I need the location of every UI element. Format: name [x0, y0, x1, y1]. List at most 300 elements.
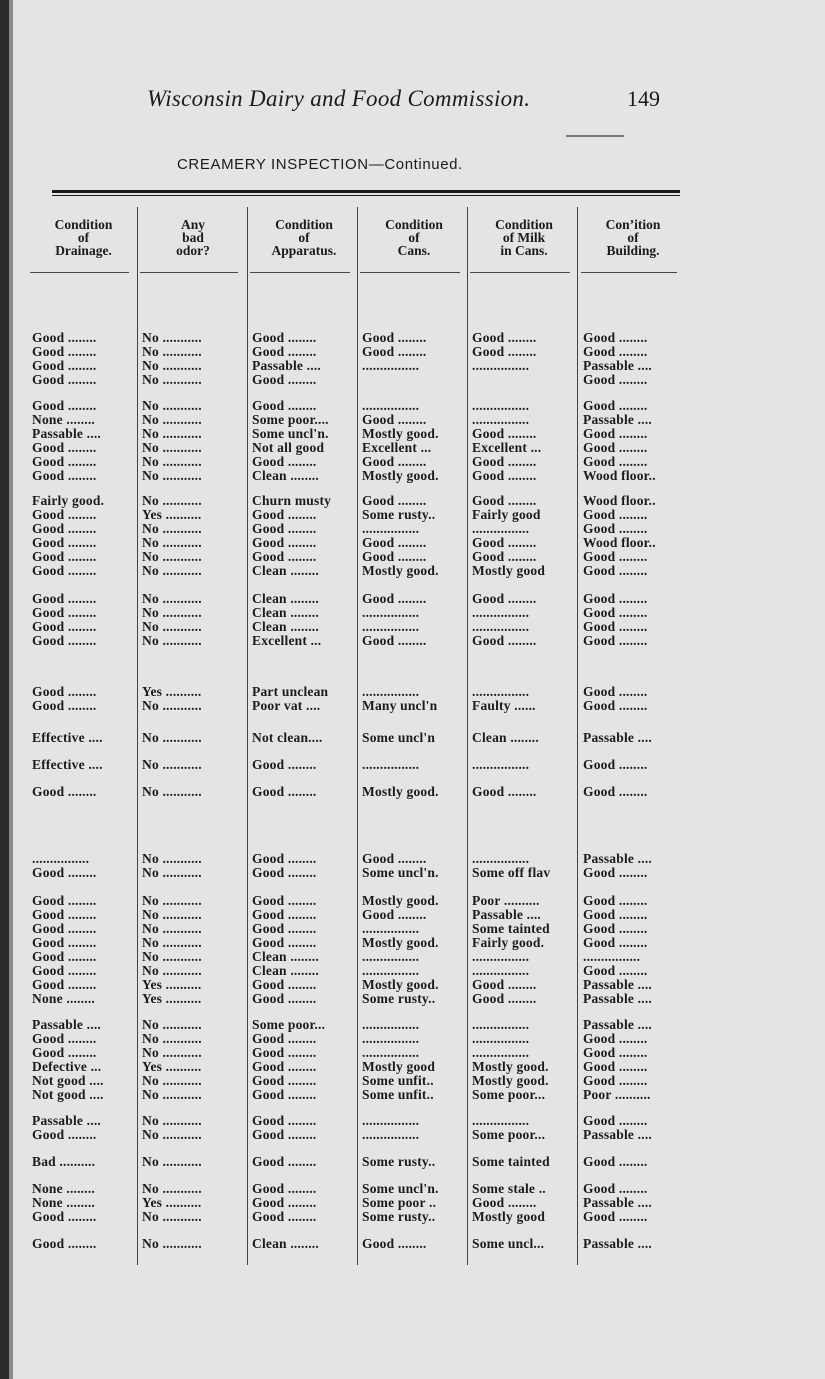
table-cell-building: Good ........	[583, 330, 648, 345]
table-cell-building: Passable ....	[583, 977, 652, 992]
table-cell-milk: Good ........	[472, 991, 537, 1006]
table-cell-drainage: Defective ...	[32, 1059, 102, 1074]
table-cell-cans: Mostly good.	[362, 784, 439, 799]
table-cell-drainage: Good ........	[32, 1127, 97, 1142]
column-rule	[137, 207, 138, 1265]
table-cell-milk: ................	[472, 358, 530, 373]
table-cell-drainage: Good ........	[32, 372, 97, 387]
table-cell-milk: Mostly good.	[472, 1073, 549, 1088]
column-rule	[577, 207, 578, 1265]
table-cell-apparatus: Good ........	[252, 521, 317, 536]
table-cell-milk: ................	[472, 398, 530, 413]
table-cell-milk: Good ........	[472, 549, 537, 564]
table-cell-cans: ................	[362, 605, 420, 620]
table-cell-milk: Some tainted	[472, 1154, 550, 1169]
table-cell-building: ................	[583, 949, 641, 964]
table-cell-odor: No ...........	[142, 907, 202, 922]
table-cell-apparatus: Passable ....	[252, 358, 321, 373]
header-underline	[360, 272, 460, 273]
table-cell-drainage: Good ........	[32, 684, 97, 699]
table-cell-apparatus: Clean ........	[252, 949, 319, 964]
page-binding-shadow	[9, 0, 13, 1379]
table-cell-cans: Good ........	[362, 591, 427, 606]
table-cell-cans: Good ........	[362, 851, 427, 866]
table-cell-apparatus: Not clean....	[252, 730, 323, 745]
table-top-rule	[52, 190, 680, 193]
table-cell-apparatus: Good ........	[252, 865, 317, 880]
column-header-milk	[472, 218, 576, 257]
table-cell-milk: ................	[472, 605, 530, 620]
table-cell-apparatus: Not all good	[252, 440, 325, 455]
table-cell-drainage: Good ........	[32, 784, 97, 799]
table-cell-odor: No ...........	[142, 454, 202, 469]
table-cell-odor: Yes ..........	[142, 977, 202, 992]
table-cell-cans: ................	[362, 358, 420, 373]
table-cell-drainage: Good ........	[32, 398, 97, 413]
table-cell-odor: No ...........	[142, 619, 202, 634]
table-cell-building: Good ........	[583, 757, 648, 772]
table-cell-cans: Good ........	[362, 454, 427, 469]
table-cell-cans: Excellent ...	[362, 440, 432, 455]
table-cell-building: Good ........	[583, 921, 648, 936]
table-cell-building: Passable ....	[583, 730, 652, 745]
table-cell-cans: Some rusty..	[362, 507, 436, 522]
table-cell-drainage: Good ........	[32, 535, 97, 550]
table-cell-apparatus: Good ........	[252, 935, 317, 950]
table-cell-milk: Passable ....	[472, 907, 541, 922]
table-cell-milk: Some off flav	[472, 865, 551, 880]
table-cell-building: Good ........	[583, 907, 648, 922]
column-header-line: Con’ition	[605, 217, 661, 232]
table-cell-apparatus: Good ........	[252, 398, 317, 413]
table-cell-building: Passable ....	[583, 1127, 652, 1142]
column-header-line: Cans.	[397, 243, 431, 258]
table-cell-odor: No ...........	[142, 330, 202, 345]
column-header-line: odor?	[176, 243, 210, 258]
column-header-line: of Milk	[502, 230, 546, 245]
table-cell-drainage: Good ........	[32, 507, 97, 522]
table-cell-drainage: Good ........	[32, 1209, 97, 1224]
table-cell-cans: Good ........	[362, 412, 427, 427]
table-cell-milk: Good ........	[472, 344, 537, 359]
table-cell-building: Good ........	[583, 698, 648, 713]
table-cell-milk: Good ........	[472, 591, 537, 606]
table-cell-building: Good ........	[583, 935, 648, 950]
running-head: Wisconsin Dairy and Food Commission.	[147, 86, 531, 111]
table-cell-drainage: Good ........	[32, 330, 97, 345]
table-cell-building: Good ........	[583, 344, 648, 359]
table-cell-milk: Good ........	[472, 1195, 537, 1210]
table-cell-building: Wood floor..	[583, 468, 656, 483]
table-top-rule-thin	[52, 195, 680, 196]
table-cell-drainage: Good ........	[32, 698, 97, 713]
table-cell-apparatus: Excellent ...	[252, 633, 322, 648]
table-cell-building: Good ........	[583, 684, 648, 699]
table-cell-cans: Some rusty..	[362, 991, 436, 1006]
table-cell-odor: No ...........	[142, 698, 202, 713]
table-cell-drainage: Fairly good.	[32, 493, 105, 508]
table-cell-milk: Good ........	[472, 535, 537, 550]
table-cell-apparatus: Poor vat ....	[252, 698, 321, 713]
table-cell-drainage: Not good ....	[32, 1073, 104, 1088]
table-cell-drainage: Good ........	[32, 949, 97, 964]
table-cell-milk: Fairly good.	[472, 935, 545, 950]
column-header-odor	[142, 218, 244, 257]
table-cell-drainage: Good ........	[32, 907, 97, 922]
table-cell-odor: No ...........	[142, 1236, 202, 1251]
table-cell-odor: Yes ..........	[142, 1195, 202, 1210]
table-cell-odor: Yes ..........	[142, 991, 202, 1006]
table-cell-odor: No ...........	[142, 1073, 202, 1088]
table-cell-building: Good ........	[583, 1181, 648, 1196]
table-cell-building: Good ........	[583, 1045, 648, 1060]
table-cell-apparatus: Part unclean	[252, 684, 329, 699]
table-cell-drainage: Good ........	[32, 591, 97, 606]
table-cell-cans: Good ........	[362, 1236, 427, 1251]
table-cell-drainage: None ........	[32, 991, 95, 1006]
table-cell-building: Good ........	[583, 372, 648, 387]
table-cell-apparatus: Some poor....	[252, 412, 329, 427]
table-cell-apparatus: Clean ........	[252, 591, 319, 606]
table-cell-milk: Clean ........	[472, 730, 539, 745]
table-cell-apparatus: Good ........	[252, 1154, 317, 1169]
table-cell-cans: ................	[362, 1045, 420, 1060]
table-cell-drainage: None ........	[32, 1181, 95, 1196]
table-cell-cans: Good ........	[362, 344, 427, 359]
table-cell-odor: No ...........	[142, 521, 202, 536]
table-cell-cans: ................	[362, 1031, 420, 1046]
column-rule	[357, 207, 358, 1265]
table-cell-apparatus: Good ........	[252, 372, 317, 387]
table-cell-odor: Yes ..........	[142, 1059, 202, 1074]
table-cell-building: Good ........	[583, 1059, 648, 1074]
table-cell-drainage: Good ........	[32, 921, 97, 936]
table-cell-odor: No ...........	[142, 1045, 202, 1060]
table-cell-odor: No ...........	[142, 921, 202, 936]
table-cell-odor: No ...........	[142, 440, 202, 455]
table-cell-building: Passable ....	[583, 1017, 652, 1032]
table-cell-cans: ................	[362, 1017, 420, 1032]
table-cell-odor: No ...........	[142, 493, 202, 508]
table-cell-building: Good ........	[583, 549, 648, 564]
table-cell-drainage: Effective ....	[32, 757, 103, 772]
table-cell-building: Good ........	[583, 454, 648, 469]
table-cell-building: Passable ....	[583, 1236, 652, 1251]
table-cell-apparatus: Clean ........	[252, 468, 319, 483]
table-cell-drainage: Good ........	[32, 865, 97, 880]
table-cell-drainage: None ........	[32, 412, 95, 427]
column-header-line: Condition	[275, 217, 333, 232]
column-header-line: in Cans.	[500, 243, 548, 258]
table-cell-odor: No ...........	[142, 358, 202, 373]
column-header-line: of	[298, 230, 310, 245]
table-cell-apparatus: Clean ........	[252, 605, 319, 620]
table-cell-drainage: Good ........	[32, 619, 97, 634]
table-cell-cans: Good ........	[362, 330, 427, 345]
table-cell-apparatus: Clean ........	[252, 963, 319, 978]
table-cell-odor: No ...........	[142, 893, 202, 908]
table-cell-drainage: Good ........	[32, 605, 97, 620]
table-cell-odor: No ...........	[142, 563, 202, 578]
table-cell-milk: ................	[472, 1045, 530, 1060]
table-cell-milk: Some stale ..	[472, 1181, 546, 1196]
table-cell-apparatus: Good ........	[252, 757, 317, 772]
table-cell-odor: No ...........	[142, 468, 202, 483]
table-cell-milk: Good ........	[472, 493, 537, 508]
table-cell-building: Good ........	[583, 1209, 648, 1224]
table-cell-cans: Some rusty..	[362, 1154, 436, 1169]
table-cell-milk: ................	[472, 1017, 530, 1032]
table-cell-odor: No ...........	[142, 344, 202, 359]
table-cell-milk: Some tainted	[472, 921, 550, 936]
table-cell-milk: ................	[472, 851, 530, 866]
table-cell-cans: ................	[362, 1127, 420, 1142]
column-header-line: Condition	[54, 217, 113, 232]
table-cell-building: Good ........	[583, 398, 648, 413]
table-cell-building: Good ........	[583, 563, 648, 578]
table-cell-drainage: Good ........	[32, 935, 97, 950]
table-cell-apparatus: Good ........	[252, 977, 317, 992]
table-cell-apparatus: Clean ........	[252, 619, 319, 634]
table-cell-building: Passable ....	[583, 991, 652, 1006]
table-cell-milk: Good ........	[472, 468, 537, 483]
column-header-line: of	[408, 230, 420, 245]
table-cell-cans: Mostly good.	[362, 893, 439, 908]
table-cell-apparatus: Clean ........	[252, 563, 319, 578]
table-cell-odor: No ...........	[142, 372, 202, 387]
table-cell-apparatus: Good ........	[252, 330, 317, 345]
table-cell-odor: No ...........	[142, 1209, 202, 1224]
table-cell-apparatus: Good ........	[252, 1113, 317, 1128]
table-cell-drainage: Good ........	[32, 1031, 97, 1046]
table-cell-apparatus: Good ........	[252, 1059, 317, 1074]
table-cell-building: Good ........	[583, 591, 648, 606]
table-cell-cans: ................	[362, 619, 420, 634]
table-cell-cans: Mostly good.	[362, 468, 439, 483]
table-cell-odor: No ...........	[142, 535, 202, 550]
column-header-apparatus	[252, 218, 356, 257]
table-cell-building: Good ........	[583, 1073, 648, 1088]
table-cell-cans: Mostly good.	[362, 426, 439, 441]
table-cell-building: Good ........	[583, 426, 648, 441]
table-cell-milk: Some poor...	[472, 1127, 546, 1142]
table-cell-apparatus: Good ........	[252, 907, 317, 922]
ink-smudge	[566, 135, 624, 137]
table-cell-apparatus: Some poor...	[252, 1017, 326, 1032]
table-cell-apparatus: Clean ........	[252, 1236, 319, 1251]
table-cell-drainage: Good ........	[32, 454, 97, 469]
column-header-cans	[362, 218, 466, 257]
column-rule	[467, 207, 468, 1265]
table-cell-odor: No ...........	[142, 1087, 202, 1102]
table-cell-building: Good ........	[583, 440, 648, 455]
table-cell-apparatus: Good ........	[252, 454, 317, 469]
table-cell-building: Good ........	[583, 619, 648, 634]
column-header-line: of	[77, 230, 90, 245]
table-cell-milk: Good ........	[472, 330, 537, 345]
table-cell-odor: No ...........	[142, 784, 202, 799]
table-cell-building: Good ........	[583, 507, 648, 522]
table-cell-cans: ................	[362, 1113, 420, 1128]
table-cell-building: Wood floor..	[583, 493, 656, 508]
table-cell-cans: Some uncl'n.	[362, 865, 439, 880]
table-cell-building: Wood floor..	[583, 535, 656, 550]
table-cell-drainage: ................	[32, 851, 90, 866]
column-header-line: Condition	[385, 217, 443, 232]
table-cell-apparatus: Good ........	[252, 1087, 317, 1102]
table-cell-building: Good ........	[583, 784, 648, 799]
table-cell-odor: No ...........	[142, 412, 202, 427]
table-cell-building: Good ........	[583, 1154, 648, 1169]
column-header-drainage	[32, 218, 135, 257]
table-cell-milk: ................	[472, 1031, 530, 1046]
table-cell-cans: ................	[362, 684, 420, 699]
table-cell-building: Good ........	[583, 865, 648, 880]
table-cell-building: Good ........	[583, 1113, 648, 1128]
table-cell-odor: No ...........	[142, 935, 202, 950]
table-cell-cans: Some uncl'n	[362, 730, 436, 745]
header-underline	[470, 272, 570, 273]
table-cell-odor: No ...........	[142, 1113, 202, 1128]
table-cell-drainage: Good ........	[32, 893, 97, 908]
table-cell-odor: No ...........	[142, 1181, 202, 1196]
table-cell-milk: ................	[472, 963, 530, 978]
table-cell-milk: ................	[472, 684, 530, 699]
section-title: CREAMERY INSPECTION—Continued.	[177, 156, 463, 173]
table-cell-building: Passable ....	[583, 1195, 652, 1210]
table-cell-odor: Yes ..........	[142, 684, 202, 699]
header-underline	[250, 272, 350, 273]
table-cell-milk: Some poor...	[472, 1087, 546, 1102]
table-cell-apparatus: Some uncl'n.	[252, 426, 329, 441]
table-cell-odor: No ...........	[142, 851, 202, 866]
table-cell-milk: ................	[472, 1113, 530, 1128]
column-header-line: Any	[180, 217, 205, 232]
table-cell-cans: Many uncl'n	[362, 698, 438, 713]
table-cell-building: Good ........	[583, 521, 648, 536]
table-cell-drainage: Good ........	[32, 633, 97, 648]
table-cell-milk: Some uncl...	[472, 1236, 545, 1251]
table-cell-cans: ................	[362, 949, 420, 964]
table-cell-milk: Mostly good	[472, 563, 546, 578]
table-cell-cans: Some unfit..	[362, 1087, 434, 1102]
table-cell-apparatus: Good ........	[252, 344, 317, 359]
table-cell-odor: No ...........	[142, 633, 202, 648]
table-cell-odor: No ...........	[142, 1154, 202, 1169]
column-header-building	[583, 218, 683, 257]
table-cell-drainage: Good ........	[32, 549, 97, 564]
table-cell-drainage: Not good ....	[32, 1087, 104, 1102]
table-cell-milk: Fairly good	[472, 507, 541, 522]
table-cell-apparatus: Good ........	[252, 1195, 317, 1210]
table-cell-odor: No ...........	[142, 549, 202, 564]
table-cell-apparatus: Good ........	[252, 1045, 317, 1060]
table-cell-milk: Good ........	[472, 426, 537, 441]
table-cell-odor: No ...........	[142, 963, 202, 978]
table-cell-milk: Faulty ......	[472, 698, 536, 713]
table-cell-apparatus: Good ........	[252, 851, 317, 866]
table-cell-apparatus: Good ........	[252, 1181, 317, 1196]
table-cell-cans: Mostly good.	[362, 563, 439, 578]
table-cell-drainage: Good ........	[32, 563, 97, 578]
table-cell-odor: No ...........	[142, 865, 202, 880]
table-cell-milk: Good ........	[472, 977, 537, 992]
table-cell-cans: ................	[362, 521, 420, 536]
table-cell-drainage: Good ........	[32, 358, 97, 373]
header-underline	[581, 272, 677, 273]
column-header-line: of	[627, 230, 639, 245]
table-cell-building: Passable ....	[583, 851, 652, 866]
table-cell-odor: No ...........	[142, 426, 202, 441]
table-cell-cans: Some uncl'n.	[362, 1181, 439, 1196]
table-cell-odor: No ...........	[142, 1127, 202, 1142]
table-cell-milk: ................	[472, 949, 530, 964]
column-header-line: Condition	[495, 217, 553, 232]
table-cell-apparatus: Good ........	[252, 921, 317, 936]
table-cell-milk: ................	[472, 757, 530, 772]
table-cell-cans: ................	[362, 757, 420, 772]
table-cell-cans: Good ........	[362, 535, 427, 550]
table-cell-apparatus: Good ........	[252, 549, 317, 564]
table-cell-milk: Good ........	[472, 784, 537, 799]
table-cell-milk: Poor ..........	[472, 893, 540, 908]
table-cell-apparatus: Good ........	[252, 1073, 317, 1088]
table-cell-milk: Good ........	[472, 454, 537, 469]
table-cell-drainage: Good ........	[32, 1236, 97, 1251]
table-cell-odor: No ...........	[142, 591, 202, 606]
table-cell-cans: Good ........	[362, 549, 427, 564]
table-cell-odor: No ...........	[142, 730, 202, 745]
table-cell-cans: Some rusty..	[362, 1209, 436, 1224]
table-cell-apparatus: Good ........	[252, 991, 317, 1006]
table-cell-drainage: Passable ....	[32, 1113, 101, 1128]
table-cell-cans: Good ........	[362, 633, 427, 648]
table-cell-cans: ................	[362, 963, 420, 978]
table-cell-drainage: Good ........	[32, 468, 97, 483]
column-header-line: bad	[182, 230, 204, 245]
table-cell-cans: Mostly good	[362, 1059, 436, 1074]
table-cell-odor: No ...........	[142, 398, 202, 413]
table-cell-cans: Some unfit..	[362, 1073, 434, 1088]
table-cell-building: Good ........	[583, 605, 648, 620]
header-underline	[30, 272, 129, 273]
table-cell-apparatus: Good ........	[252, 1127, 317, 1142]
table-cell-drainage: Good ........	[32, 521, 97, 536]
table-cell-odor: Yes ..........	[142, 507, 202, 522]
table-cell-drainage: Good ........	[32, 344, 97, 359]
table-cell-cans: Good ........	[362, 493, 427, 508]
table-cell-building: Good ........	[583, 633, 648, 648]
table-cell-milk: ................	[472, 619, 530, 634]
table-cell-cans: ................	[362, 398, 420, 413]
table-cell-cans: Some poor ..	[362, 1195, 437, 1210]
table-cell-cans: ................	[362, 921, 420, 936]
table-cell-odor: No ...........	[142, 757, 202, 772]
table-cell-drainage: None ........	[32, 1195, 95, 1210]
column-header-line: Drainage.	[55, 243, 112, 258]
table-cell-milk: Good ........	[472, 633, 537, 648]
table-cell-drainage: Passable ....	[32, 426, 101, 441]
table-cell-milk: ................	[472, 521, 530, 536]
table-cell-drainage: Good ........	[32, 963, 97, 978]
table-cell-milk: Mostly good.	[472, 1059, 549, 1074]
column-rule	[247, 207, 248, 1265]
table-cell-apparatus: Churn musty	[252, 493, 332, 508]
table-cell-odor: No ...........	[142, 949, 202, 964]
table-cell-apparatus: Good ........	[252, 893, 317, 908]
table-cell-building: Good ........	[583, 1031, 648, 1046]
table-cell-apparatus: Good ........	[252, 784, 317, 799]
